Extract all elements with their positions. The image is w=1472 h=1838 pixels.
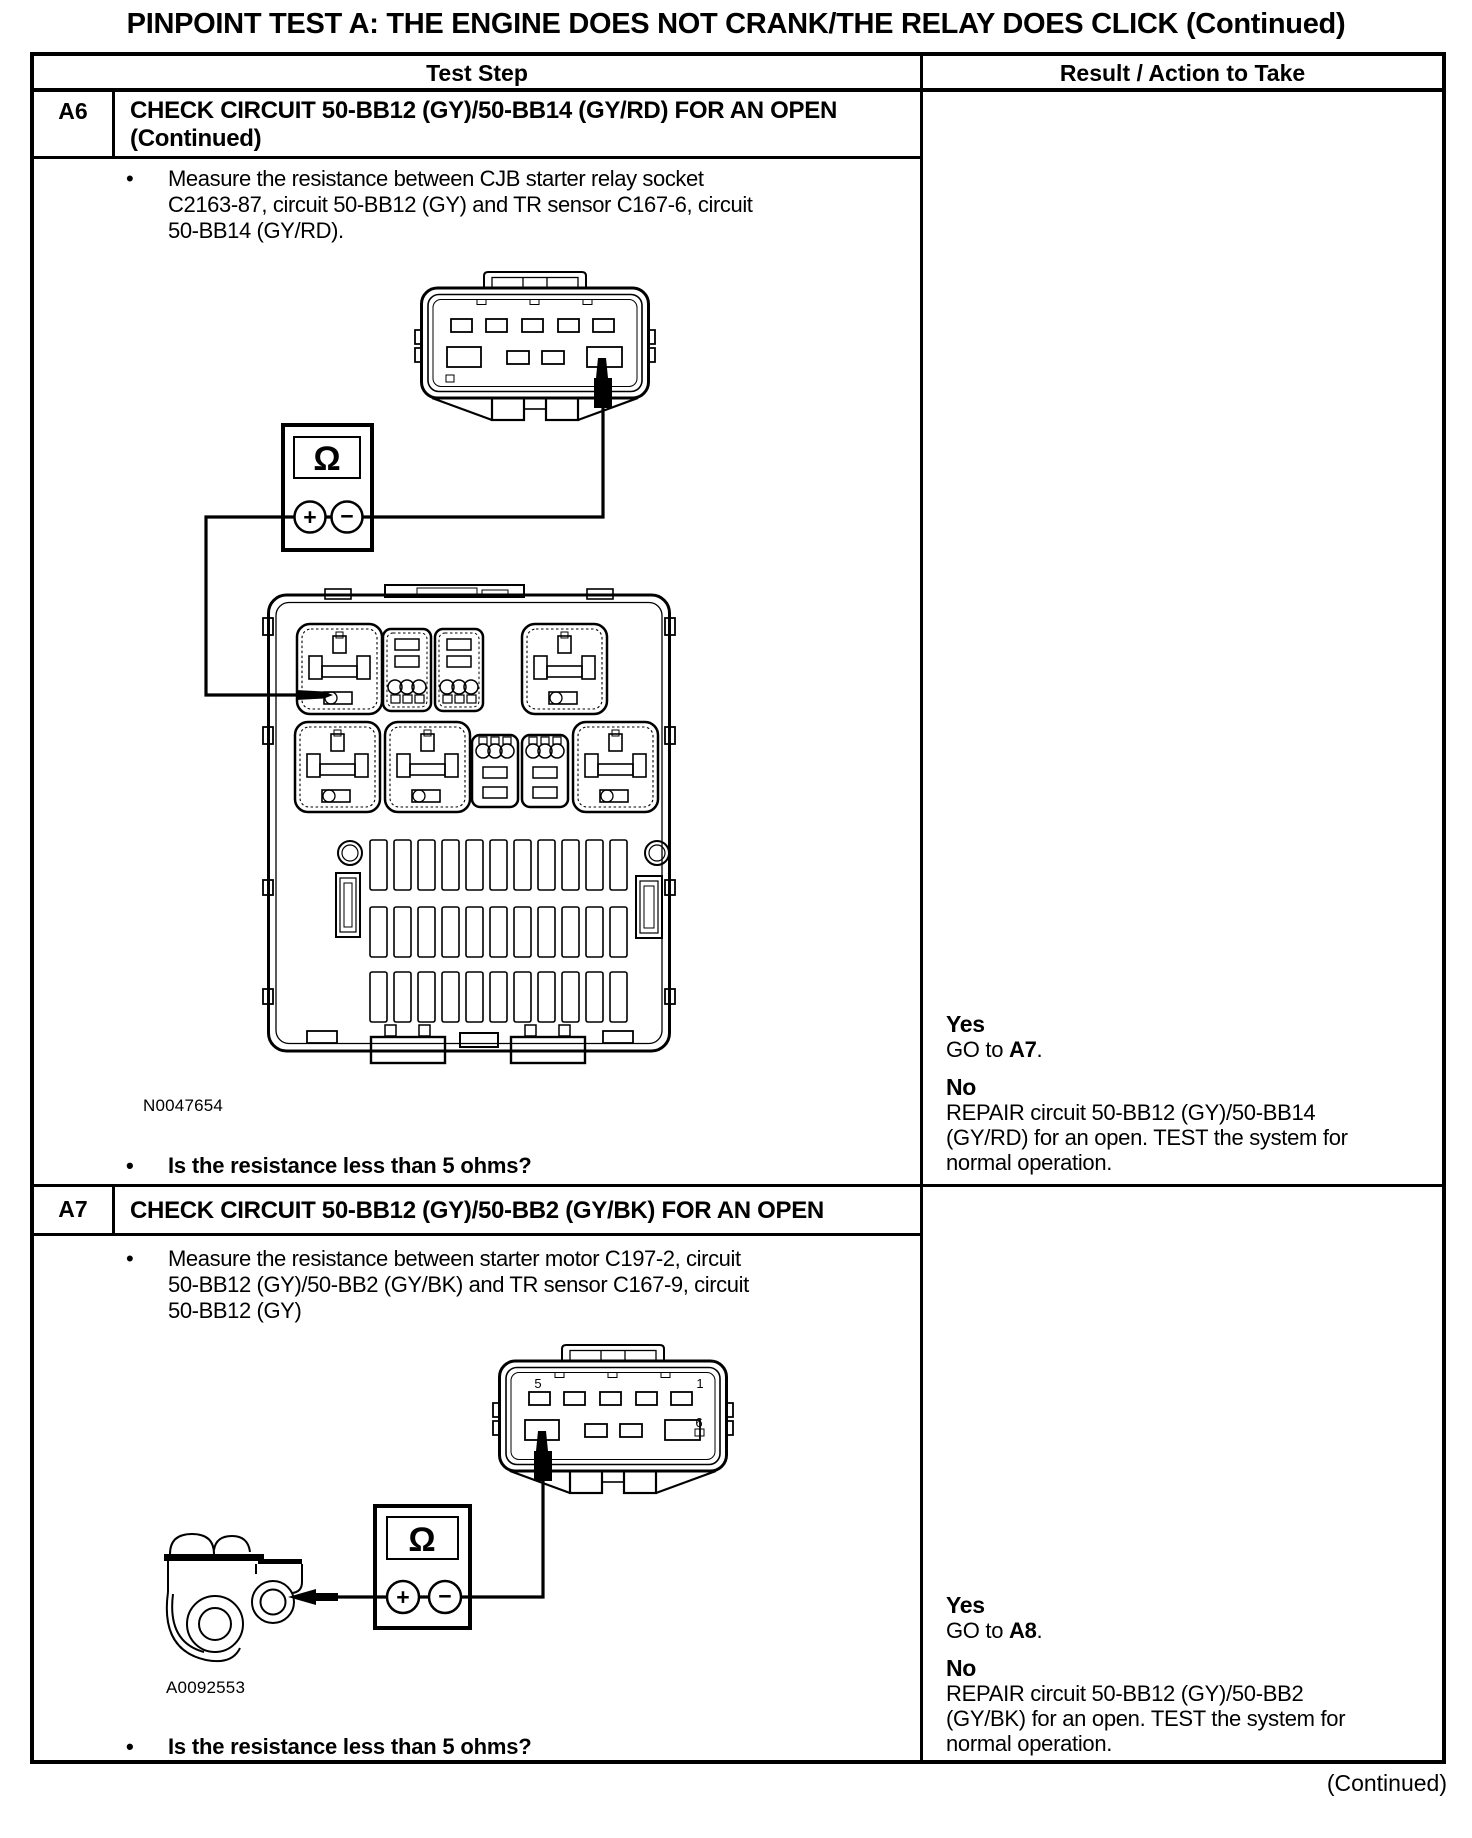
a6-instruction [168, 166, 908, 244]
a7-figure-label: A0092553 [166, 1678, 246, 1697]
a7-yes-action-target: A8 [1009, 1618, 1037, 1643]
a6-title-line1: CHECK CIRCUIT 50-BB12 (GY)/50-BB14 (GY/RD) FOR AN OPEN [130, 97, 837, 124]
a6-no-label: No [946, 1074, 977, 1100]
step-id-a7: A7 [58, 1196, 88, 1222]
minus-terminal-label-a7: − [438, 1583, 452, 1609]
cjb-fuse-box [263, 585, 675, 1063]
a7-title: CHECK CIRCUIT 50-BB12 (GY)/50-BB2 (GY/BK) FOR AN OPEN [130, 1197, 824, 1224]
a6-a7-row-divider [34, 1184, 1442, 1187]
a6-instruction-line3: 50-BB14 (GY/RD). [168, 218, 344, 243]
pin-label-1: 1 [696, 1376, 704, 1391]
a6-no-action-line2: (GY/RD) for an open. TEST the system for [946, 1125, 1348, 1150]
a6-yes-action-suffix: . [1036, 1037, 1043, 1062]
ohm-symbol: Ω [313, 440, 341, 478]
a7-bullet-glyph: • [126, 1246, 134, 1271]
tr-sensor-connector [415, 272, 655, 420]
a7-wiring-diagram [140, 1340, 760, 1700]
starter-terminal [261, 1590, 286, 1615]
a6-instruction-line1: Measure the resistance between CJB starter relay socket [168, 166, 704, 191]
spacer [946, 1643, 1446, 1656]
a6-no-action-line3: normal operation. [946, 1150, 1113, 1175]
a7-instruction [168, 1246, 908, 1324]
plus-terminal-label-a7: + [396, 1584, 410, 1610]
header-row-divider [34, 88, 1442, 92]
a7-question: Is the resistance less than 5 ohms? [168, 1734, 532, 1759]
page-title: PINPOINT TEST A: THE ENGINE DOES NOT CRANK/THE RELAY DOES CLICK (Continued) [126, 8, 1346, 40]
a7-instruction-line2: 50-BB12 (GY)/50-BB2 (GY/BK) and TR sensor C167-9, circuit [168, 1272, 749, 1297]
a7-no-action-line3: normal operation. [946, 1731, 1113, 1756]
a6-instruction-line2: C2163-87, circuit 50-BB12 (GY) and TR sensor C167-6, circuit [168, 192, 753, 217]
a6-band-bottom-border [34, 156, 920, 159]
tr-sensor-connector-a7 [493, 1345, 733, 1493]
a7-yes-action [946, 1618, 1446, 1643]
plus-terminal-label: + [303, 504, 317, 530]
test-lead-wires [206, 408, 603, 695]
pin-label-5: 5 [534, 1376, 542, 1391]
probe-tip-connector [594, 358, 612, 408]
continued-note: (Continued) [1326, 1770, 1447, 1796]
a6-question: Is the resistance less than 5 ohms? [168, 1153, 532, 1178]
a6-figure-label: N0047654 [143, 1096, 224, 1115]
spacer [946, 1062, 1446, 1075]
a7-band-bottom-border [34, 1233, 920, 1236]
a7-step-letter-divider [112, 1187, 115, 1236]
a7-no-label: No [946, 1655, 977, 1681]
probe-tip-connector-a7 [534, 1431, 552, 1481]
starter-motor [164, 1534, 302, 1661]
a7-yes-action-prefix: GO to [946, 1618, 1009, 1643]
a7-no-action-line1: REPAIR circuit 50-BB12 (GY)/50-BB2 [946, 1681, 1304, 1706]
a6-question-bullet: • [126, 1153, 134, 1178]
a6-wiring-diagram [130, 250, 700, 1070]
a7-yes-label: Yes [946, 1592, 985, 1618]
ohm-symbol-a7: Ω [408, 1521, 436, 1559]
starter-relay-socket [297, 624, 382, 714]
a6-title-line2: (Continued) [130, 125, 262, 152]
a6-yes-action-prefix: GO to [946, 1037, 1009, 1062]
a6-yes-action [946, 1037, 1446, 1062]
a6-yes-label: Yes [946, 1011, 985, 1037]
a6-bullet-glyph: • [126, 166, 134, 191]
pin-label-6: 6 [695, 1415, 703, 1430]
a6-step-letter-divider [112, 92, 115, 159]
a7-yes-action-suffix: . [1036, 1618, 1043, 1643]
a7-no-action-line2: (GY/BK) for an open. TEST the system for [946, 1706, 1346, 1731]
a6-no-action-line1: REPAIR circuit 50-BB12 (GY)/50-BB14 [946, 1100, 1316, 1125]
a6-result [946, 1012, 1446, 1175]
column-header-result: Result / Action to Take [1059, 60, 1306, 86]
a6-title [130, 97, 910, 153]
step-id-a6: A6 [58, 98, 88, 124]
column-divider [920, 56, 923, 1760]
a7-question-bullet: • [126, 1734, 134, 1759]
minus-terminal-label: − [340, 503, 354, 529]
a6-yes-action-target: A7 [1009, 1037, 1037, 1062]
column-header-test-step: Test Step [426, 60, 528, 86]
a7-instruction-line3: 50-BB12 (GY) [168, 1298, 302, 1323]
fuse-slot-grid [370, 840, 627, 1022]
a7-instruction-line1: Measure the resistance between starter motor C197-2, circuit [168, 1246, 741, 1271]
a7-result [946, 1593, 1446, 1756]
